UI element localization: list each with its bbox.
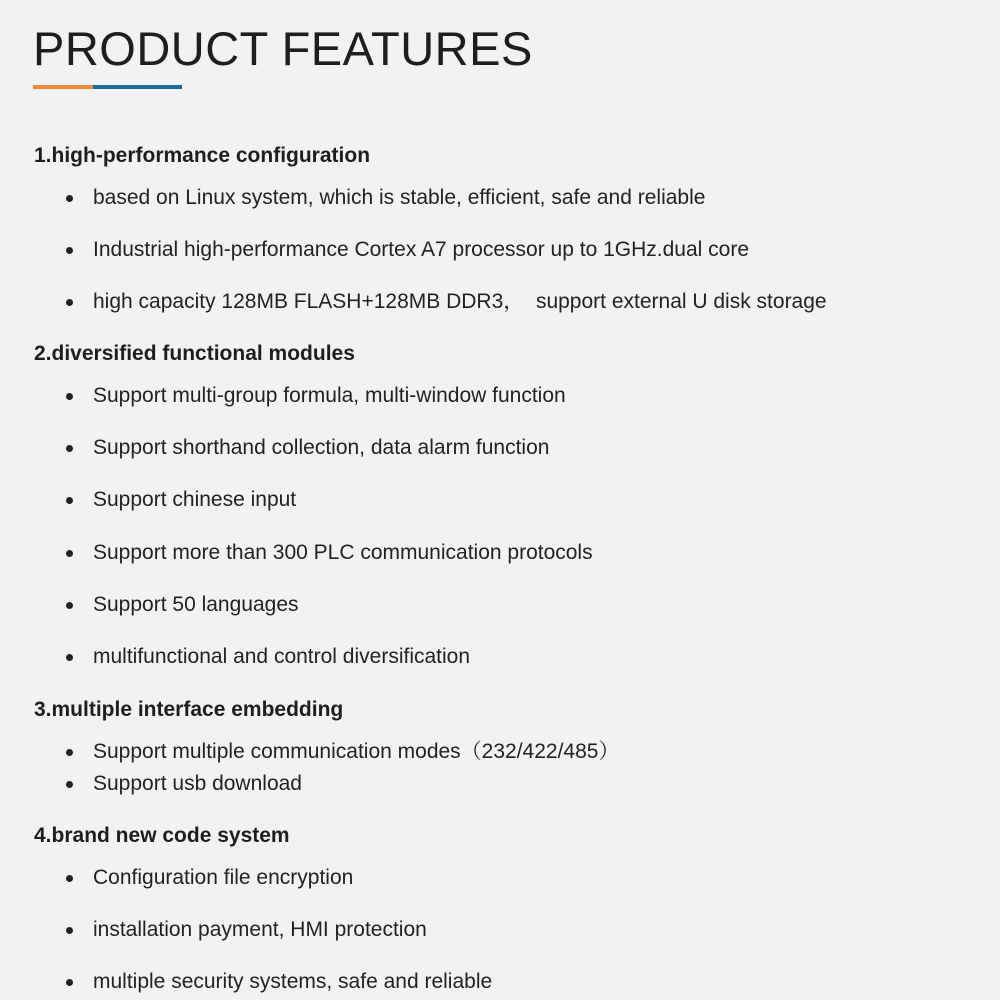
feature-item-text: Support chinese input [93,488,297,511]
bullet-icon [66,497,73,504]
section-heading-multiple-interface-embedding: 3.multiple interface embedding [34,698,344,721]
section-heading-high-performance-configuration: 1.high-performance configuration [34,144,371,167]
bullet-icon [66,749,73,756]
title-underline-orange-segment [33,85,93,89]
bullet-icon [66,979,73,986]
bullet-icon [66,299,73,306]
section-heading-diversified-functional-modules: 2.diversified functional modules [34,342,355,365]
feature-item-text: installation payment, HMI protection [93,918,427,941]
bullet-icon [66,195,73,202]
feature-item-text: Support usb download [93,772,302,795]
page-title: PRODUCT FEATURES [33,22,533,75]
bullet-icon [66,445,73,452]
bullet-icon [66,602,73,609]
feature-item-text: Support multi-group formula, multi-window function [93,384,566,407]
feature-item-text: Support more than 300 PLC communication protocols [93,541,593,564]
feature-item-text: Support 50 languages [93,593,299,616]
title-underline-blue-segment [93,85,182,89]
feature-item-text: Industrial high-performance Cortex A7 processor up to 1GHz.dual core [93,238,749,261]
bullet-icon [66,875,73,882]
title-underline [33,85,182,89]
bullet-icon [66,781,73,788]
section-heading-brand-new-code-system: 4.brand new code system [34,824,290,847]
bullet-icon [66,654,73,661]
feature-item-text: multifunctional and control diversification [93,645,471,668]
bullet-icon [66,247,73,254]
feature-item-text: Configuration file encryption [93,866,354,889]
feature-item-text: high capacity 128MB FLASH+128MB DDR3， support external U disk storage [93,290,827,313]
bullet-icon [66,393,73,400]
bullet-icon [66,927,73,934]
feature-item-text: Support multiple communication modes（232/422/485） [93,740,620,763]
feature-item-text: multiple security systems, safe and reliable [93,970,493,993]
feature-item-text: Support shorthand collection, data alarm function [93,436,550,459]
feature-item-text: based on Linux system, which is stable, efficient, safe and reliable [93,186,706,209]
bullet-icon [66,550,73,557]
